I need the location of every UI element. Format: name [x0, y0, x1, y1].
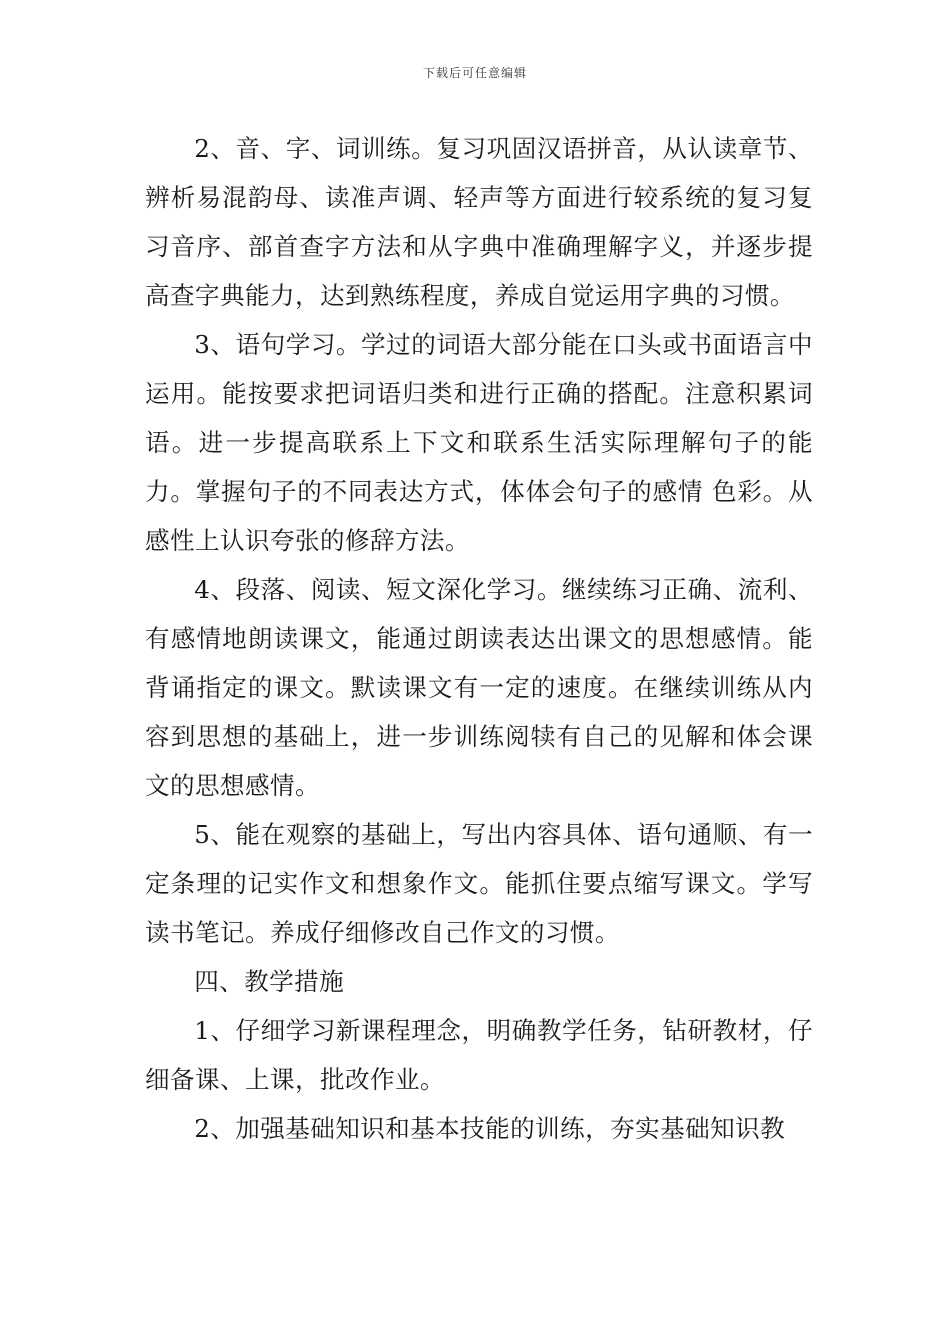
paragraph-measure-1: 1、仔细学习新课程理念，明确教学任务，钻研教材，仔细备课、上课，批改作业。 [145, 1016, 813, 1094]
paragraph-reading-learning: 4、段落、阅读、短文深化学习。继续练习正确、流利、有感情地朗读课文，能通过朗读表达出课文的思想感情。能背诵指定的课文。默读课文有一定的速度。在继续训练从内容到思想的基础上，进一步训练阅犊有自己的见解和体会课文的思想感情。 [145, 575, 813, 800]
paragraph-measure-2: 2、加强基础知识和基本技能的训练，夯实基础知识教 [194, 1114, 786, 1143]
document-body [145, 124, 813, 1153]
paragraph-sentence-learning: 3、语句学习。学过的词语大部分能在口头或书面语言中运用。能按要求把词语归类和进行正确的搭配。注意积累词语。进一步提高联系上下文和联系生活实际理解句子的能力。掌握句子的不同表达方式，体体会句子的感情 色彩。从感性上认识夸张的修辞方法。 [145, 330, 813, 555]
page-header: 下载后可任意编辑 [422, 66, 527, 80]
paragraph-pinyin-training: 2、音、字、词训练。复习巩固汉语拼音，从认读章节、辨析易混韵母、读准声调、轻声等方面进行较系统的复习复习音序、部首查字方法和从字典中准确理解字义，并逐步提高查字典能力，达到熟练程度，养成自觉运用字典的习惯。 [145, 134, 813, 310]
paragraph-writing-learning: 5、能在观察的基础上，写出内容具体、语句通顺、有一定条理的记实作文和想象作文。能抓住要点缩写课文。学写读书笔记。养成仔细修改自己作文的习惯。 [145, 820, 813, 947]
section-heading-teaching-measures: 四、教学措施 [194, 967, 345, 996]
